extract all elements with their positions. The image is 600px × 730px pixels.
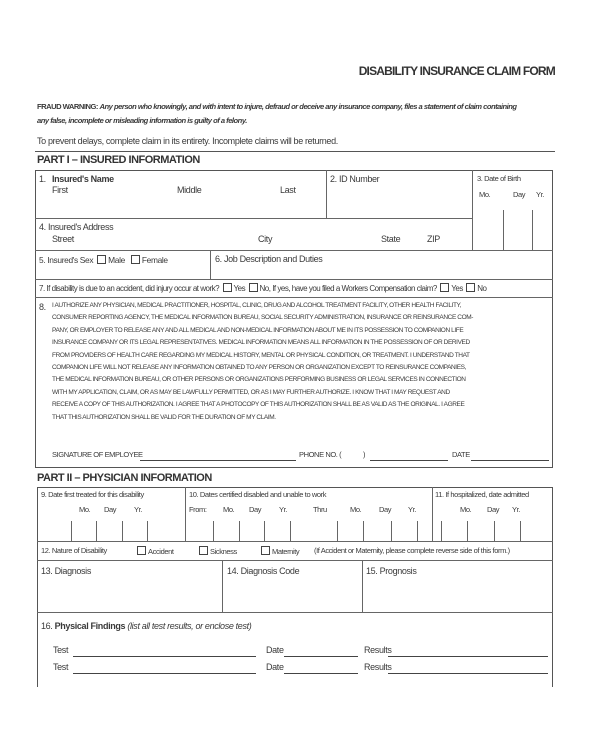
form-rule-line bbox=[264, 521, 265, 541]
form-rule-line bbox=[441, 521, 442, 541]
form-rule-line bbox=[494, 521, 495, 541]
form-rule-line bbox=[185, 487, 186, 541]
form-rule-line bbox=[239, 521, 240, 541]
insured-name-label: Insured's Name bbox=[52, 174, 114, 184]
test-line[interactable] bbox=[73, 656, 256, 657]
divider bbox=[35, 151, 555, 152]
date-line[interactable] bbox=[284, 673, 358, 674]
phone-line[interactable] bbox=[370, 460, 448, 461]
last-name-field[interactable]: Last bbox=[280, 185, 296, 195]
test-label: Test bbox=[53, 662, 69, 672]
test-label: Test bbox=[53, 645, 69, 655]
form-rule-line bbox=[472, 170, 473, 250]
female-checkbox[interactable]: Female bbox=[131, 255, 168, 265]
form-rule-line bbox=[362, 560, 363, 612]
form-rule-line bbox=[147, 521, 148, 541]
checkbox-icon bbox=[199, 546, 208, 555]
form-rule-line bbox=[35, 250, 553, 251]
phone-paren: ) bbox=[363, 450, 366, 459]
form-rule-line bbox=[35, 279, 553, 280]
fraud-label: FRAUD WARNING: bbox=[37, 102, 98, 111]
nature-label: 12. Nature of Disability bbox=[41, 546, 107, 555]
from-label: From: bbox=[189, 505, 207, 514]
form-rule-line bbox=[290, 521, 291, 541]
certified-disabled-label: 10. Dates certified disabled and unable to work bbox=[189, 490, 327, 499]
thru-day[interactable]: Day bbox=[379, 505, 392, 514]
diagnosis-field[interactable]: 13. Diagnosis bbox=[41, 566, 91, 576]
field-8-num: 8. bbox=[39, 302, 46, 312]
form-rule-line bbox=[326, 170, 327, 218]
form-rule-line bbox=[37, 541, 553, 542]
form-rule-line bbox=[532, 210, 533, 250]
sickness-checkbox[interactable]: Sickness bbox=[199, 546, 237, 556]
male-checkbox[interactable]: Male bbox=[97, 255, 125, 265]
date-label: Date bbox=[266, 662, 284, 672]
checkbox-icon bbox=[466, 283, 475, 292]
checkbox-icon bbox=[440, 283, 449, 292]
f9-year[interactable]: Yr. bbox=[134, 505, 142, 514]
sex-label: 5. Insured's Sex bbox=[39, 255, 94, 265]
f11-month[interactable]: Mo. bbox=[460, 505, 472, 514]
form-rule-line bbox=[222, 560, 223, 612]
form-rule-line bbox=[467, 521, 468, 541]
instructions: To prevent delays, complete claim in its entirety. Incomplete claims will be returned. bbox=[37, 136, 338, 146]
zip-field[interactable]: ZIP bbox=[427, 234, 440, 244]
wc-no-checkbox[interactable]: No bbox=[466, 284, 486, 293]
form-rule-line bbox=[503, 210, 504, 250]
nature-note: (If Accident or Maternity, please complete reverse side of this form.) bbox=[314, 546, 510, 555]
form-rule-line bbox=[337, 521, 338, 541]
dob-label: 3. Date of Birth bbox=[477, 174, 521, 183]
state-field[interactable]: State bbox=[381, 234, 401, 244]
results-line[interactable] bbox=[388, 673, 548, 674]
part2-heading: PART II – PHYSICIAN INFORMATION bbox=[37, 472, 212, 484]
results-label: Results bbox=[364, 645, 392, 655]
form-rule-line bbox=[37, 612, 553, 613]
accident-question: 7. If disability is due to an accident, did injury occur at work? Yes No, If yes, have you filed a Workers Compensation claim? Yes No bbox=[39, 284, 487, 293]
id-number-field[interactable]: 2. ID Number bbox=[330, 174, 380, 184]
date-label: Date bbox=[266, 645, 284, 655]
maternity-checkbox[interactable]: Maternity bbox=[261, 546, 299, 556]
thru-month[interactable]: Mo. bbox=[350, 505, 362, 514]
form-title: DISABILITY INSURANCE CLAIM FORM bbox=[358, 64, 555, 78]
form-rule-line bbox=[122, 521, 123, 541]
results-line[interactable] bbox=[388, 656, 548, 657]
checkbox-icon bbox=[131, 255, 140, 264]
checkbox-icon bbox=[261, 546, 270, 555]
date-line[interactable] bbox=[471, 460, 549, 461]
form-rule-line bbox=[37, 560, 553, 561]
address-label: 4. Insured's Address bbox=[39, 222, 114, 232]
date-line[interactable] bbox=[284, 656, 358, 657]
checkbox-icon bbox=[97, 255, 106, 264]
first-treated-label: 9. Date first treated for this disability bbox=[41, 490, 144, 499]
signature-label: SIGNATURE OF EMPLOYEE bbox=[52, 450, 143, 459]
f9-day[interactable]: Day bbox=[104, 505, 117, 514]
f11-year[interactable]: Yr. bbox=[512, 505, 520, 514]
from-day[interactable]: Day bbox=[249, 505, 262, 514]
f9-month[interactable]: Mo. bbox=[79, 505, 91, 514]
fraud-text-2: any false, incomplete or misleading information is guilty of a felony. bbox=[37, 116, 247, 125]
city-field[interactable]: City bbox=[258, 234, 273, 244]
f11-day[interactable]: Day bbox=[487, 505, 500, 514]
middle-name-field[interactable]: Middle bbox=[177, 185, 202, 195]
form-rule-line bbox=[35, 297, 553, 298]
sex-field bbox=[39, 255, 168, 265]
form-rule-line bbox=[363, 521, 364, 541]
checkbox-icon bbox=[249, 283, 258, 292]
part1-heading: PART I – INSURED INFORMATION bbox=[37, 154, 200, 166]
dob-month[interactable]: Mo. bbox=[479, 190, 491, 199]
form-rule-line bbox=[35, 218, 472, 219]
work-no-checkbox[interactable]: No, If yes, have you filed a Workers Compensation claim? bbox=[249, 284, 437, 293]
form-rule-line bbox=[213, 521, 214, 541]
form-rule-line bbox=[96, 521, 97, 541]
thru-year[interactable]: Yr. bbox=[408, 505, 416, 514]
authorization-text: I AUTHORIZE ANY PHYSICIAN, MEDICAL PRACTITIONER, HOSPITAL, CLINIC, DRUG AND ALCOHOL TREATMENT FACILITY, OTHER HEALTH FACILITY, CONSUMER REPORTING AGENCY, THE MEDICAL INFORMATION BUREAU, SOCIAL SECURITY ADMINISTRATION, INSURANCE OR REINSURANCE COM- PANY, OR EMPLOYER TO RELEASE ANY AND ALL MEDICAL AND NON-MEDICAL INFORMATION ABOUT ME IN ITS POSSESSION TO COMPANION LIFE INSURANCE COMPANY OR ITS LEGAL REPRESENTATIVES. MEDICAL INFORMATION MEANS ALL INFORMATION IN THE POSSESSION OF OR DERIVED FROM PROVIDERS OF HEALTH CARE REGARDING MY MEDICAL HISTORY, MENTAL OR PHYSICAL CONDITION, OR TREATMENT. I UNDERSTAND THAT COMPANION LIFE WILL NOT RELEASE ANY INFORMATION OBTAINED TO ANY PERSON OR ORGANIZATION EXCEPT TO REINSURANCE COMPANIES, THE MEDICAL INFORMATION BUREAU, OR OTHER PERSONS OR ORGANIZATIONS PERFORMING BUSINESS OR LEGAL SERVICES IN CONNECTION WITH MY APPLICATION, CLAIM, OR AS MAY BE LAWFULLY PERMITTED, OR AS I MAY FURTHER AUTHORIZE. I KNOW THAT I MAY REQUEST AND RECEIVE A COPY OF THIS AUTHORIZATION. I AGREE THAT A PHOTOCOPY OF THIS AUTHORIZATION SHALL BE AS VALID AS THE ORIGINAL. I AGREE THAT THIS AUTHORIZATION SHALL BE VALID FOR THE DURATION OF MY CLAIM. bbox=[52, 302, 474, 421]
part2-table bbox=[37, 487, 553, 687]
form-rule-line bbox=[71, 521, 72, 541]
thru-label: Thru bbox=[313, 505, 327, 514]
from-year[interactable]: Yr. bbox=[279, 505, 287, 514]
checkbox-icon bbox=[223, 283, 232, 292]
checkbox-icon bbox=[137, 546, 146, 555]
form-rule-line bbox=[520, 521, 521, 541]
dob-day[interactable]: Day bbox=[513, 190, 526, 199]
street-field[interactable]: Street bbox=[52, 234, 74, 244]
phone-label: PHONE NO. ( bbox=[299, 450, 342, 459]
physical-findings-label: 16. Physical Findings (list all test results, or enclose test) bbox=[41, 621, 252, 631]
field-1-num: 1. bbox=[39, 174, 46, 184]
signature-line[interactable] bbox=[140, 460, 296, 461]
first-name-field[interactable]: First bbox=[52, 185, 68, 195]
job-description-field[interactable]: 6. Job Description and Duties bbox=[215, 254, 323, 264]
prognosis-field[interactable]: 15. Prognosis bbox=[366, 566, 417, 576]
test-line[interactable] bbox=[73, 673, 256, 674]
fraud-warning bbox=[37, 102, 555, 111]
fraud-text: Any person who knowingly, and with intent to injure, defraud or deceive any insurance company, files a statement of claim containing bbox=[99, 102, 517, 111]
hospitalized-label: 11. If hospitalized, date admitted bbox=[435, 490, 529, 499]
date-label: DATE bbox=[452, 450, 470, 459]
work-yes-checkbox[interactable]: Yes bbox=[223, 284, 246, 293]
form-rule-line bbox=[417, 521, 418, 541]
wc-yes-checkbox[interactable]: Yes bbox=[440, 284, 463, 293]
form-rule-line bbox=[210, 250, 211, 279]
dob-year[interactable]: Yr. bbox=[536, 190, 544, 199]
from-month[interactable]: Mo. bbox=[223, 505, 235, 514]
accident-checkbox[interactable]: Accident bbox=[137, 546, 174, 556]
form-rule-line bbox=[391, 521, 392, 541]
form-rule-line bbox=[432, 487, 433, 541]
diagnosis-code-field[interactable]: 14. Diagnosis Code bbox=[227, 566, 300, 576]
results-label: Results bbox=[364, 662, 392, 672]
